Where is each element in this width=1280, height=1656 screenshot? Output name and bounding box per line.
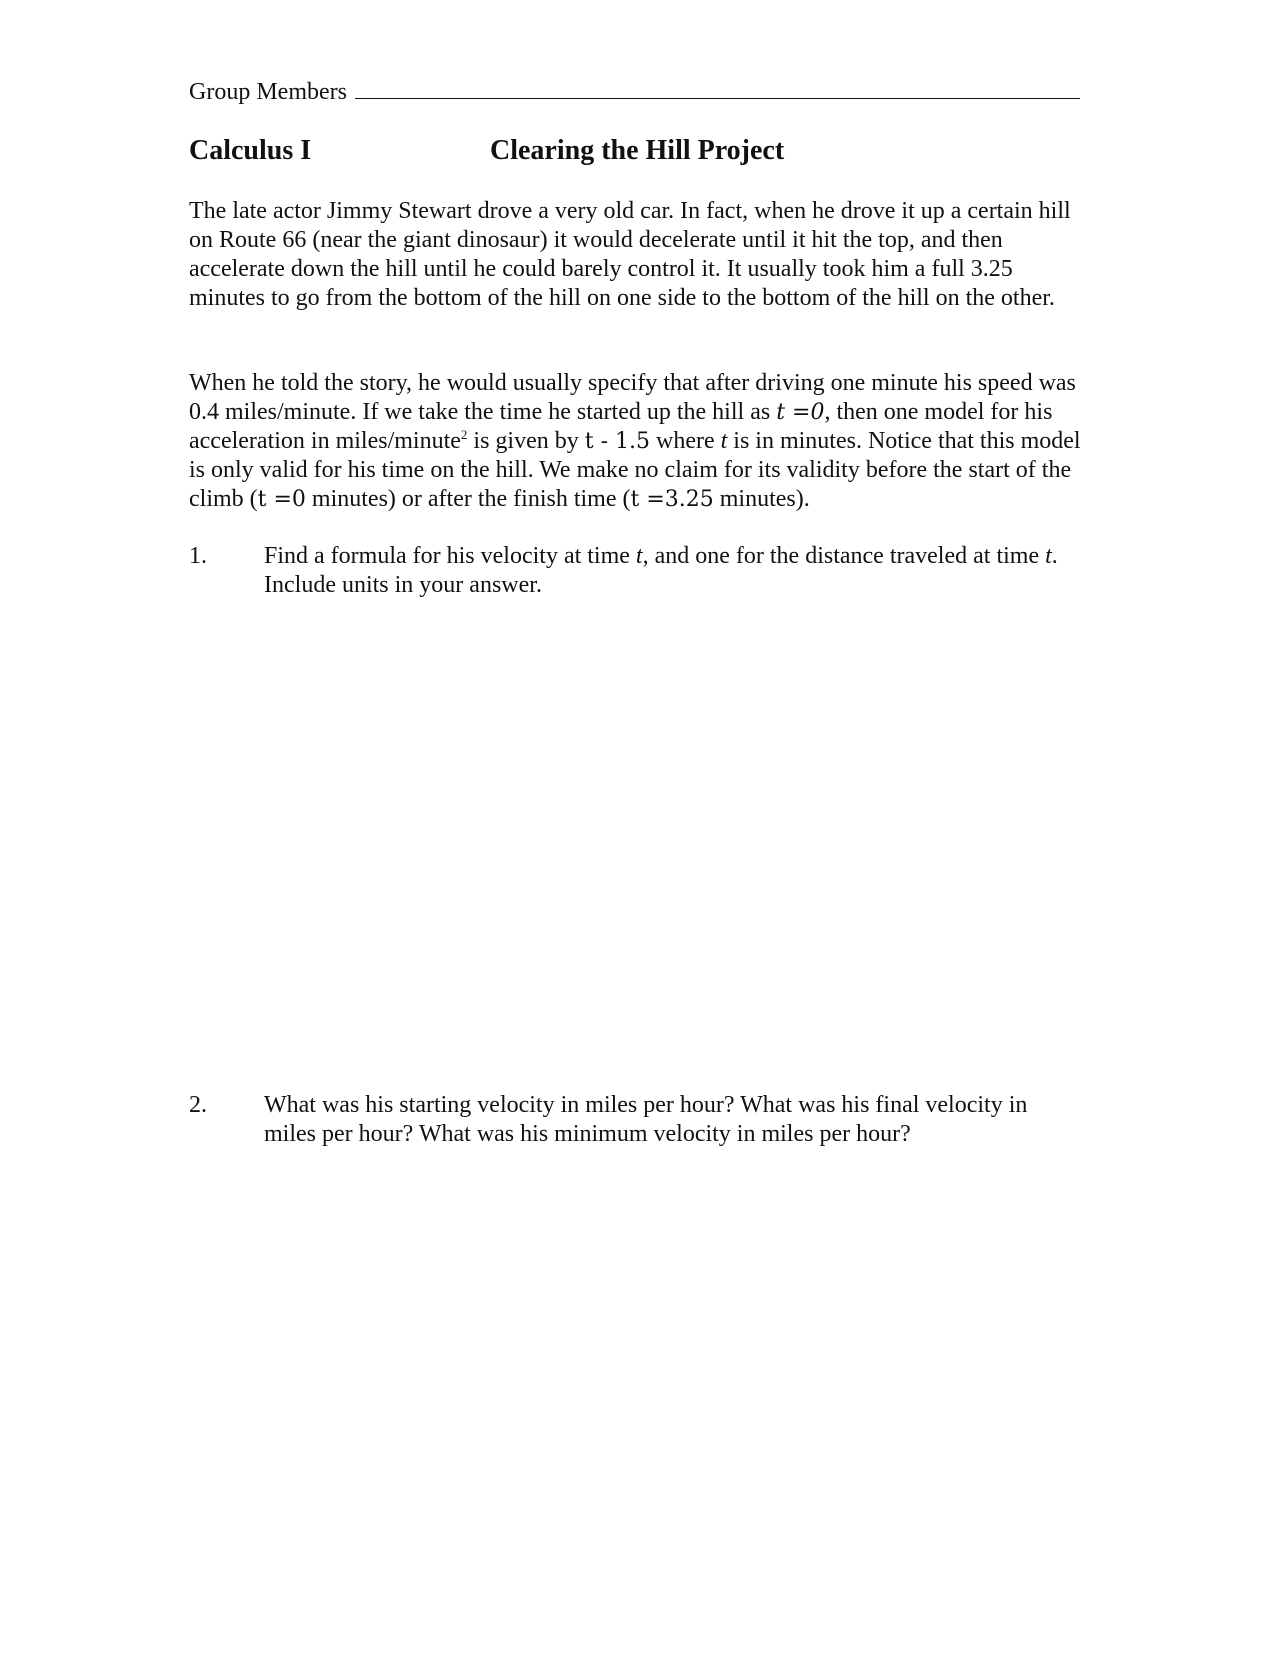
intro-paragraph: The late actor Jimmy Stewart drove a very old car. In fact, when he drove it up a certain hill on Route 66 (near the giant dinosaur) it would decelerate until it hit the top, and then accelerate down the hill until he could barely control it. It usually took him a full 3.25 minutes to go from the bottom of the hill on one side to the bottom of the hill on the other.	[189, 198, 1071, 311]
question-1-text-part: Find a formula for his velocity at time	[264, 543, 636, 569]
model-text-2: , then one model for his acceleration in miles/minute	[189, 399, 1053, 454]
course-title: Calculus I	[189, 135, 312, 166]
model-text-6: minutes) or after the finish time (	[305, 486, 631, 512]
question-1-number: 1.	[189, 543, 207, 569]
equation-finish-time: t =3.25	[630, 487, 714, 512]
question-1-variable-t: t	[635, 543, 643, 569]
worksheet-page	[189, 0, 1089, 1656]
question-2-text: What was his starting velocity in miles per hour? What was his final velocity in miles per hour? What was his minimum velocity in miles per hour?	[264, 1092, 1028, 1147]
model-text-3: is given by	[467, 428, 585, 454]
group-members-blank	[355, 76, 1080, 99]
variable-t: t	[720, 428, 728, 454]
question-1-variable-t: t	[1045, 543, 1052, 569]
question-1-text-part: , and one for the distance traveled at time	[642, 543, 1046, 569]
equation-t-equals-zero: t =0	[776, 400, 825, 425]
model-text-5: is in minutes. Notice that this model is only valid for his time on the hill. We make no claim for its validity before the start of the climb (	[189, 428, 1081, 512]
model-text-7: minutes).	[713, 486, 810, 512]
model-text-4: where	[649, 428, 721, 454]
model-paragraph	[189, 369, 1089, 514]
question-2-number: 2.	[189, 1092, 207, 1118]
group-members-label: Group Members	[189, 79, 347, 105]
acceleration-expression: t - 1.5	[584, 429, 650, 454]
model-text-1: When he told the story, he would usually specify that after driving one minute his speed was 0.4 miles/minute. If we take the time he started up the hill as	[189, 370, 1076, 425]
question-1-text-part: . Include units in your answer.	[264, 543, 1058, 598]
group-members-line	[189, 76, 1089, 107]
question-1-text	[264, 542, 1084, 600]
project-title: Clearing the Hill Project	[490, 135, 785, 166]
superscript-two: 2	[460, 427, 468, 442]
equation-start-time: t =0	[257, 487, 306, 512]
